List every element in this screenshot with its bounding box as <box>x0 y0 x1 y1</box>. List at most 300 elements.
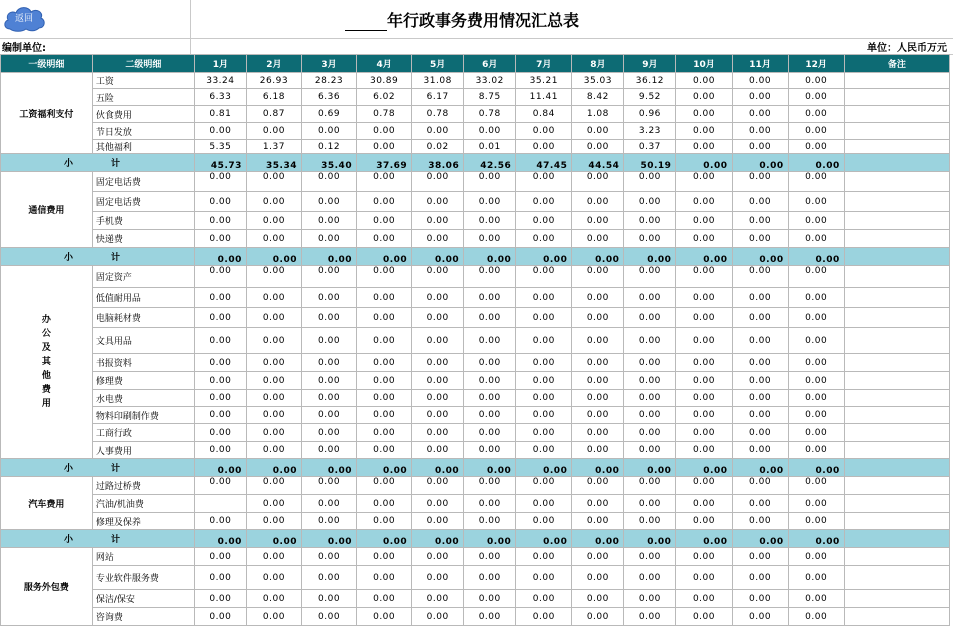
subtotal-value-cell[interactable]: 0.00 <box>301 248 356 266</box>
value-cell[interactable]: 0.00 <box>412 172 464 192</box>
item-name-cell[interactable]: 物料印刷制作费 <box>92 407 194 424</box>
value-cell[interactable]: 0.00 <box>788 123 844 140</box>
value-cell[interactable]: 0.00 <box>572 424 624 442</box>
column-header[interactable]: 一级明细 <box>1 55 93 73</box>
note-cell[interactable] <box>844 495 949 513</box>
value-cell[interactable]: 0.00 <box>732 328 788 354</box>
value-cell[interactable]: 0.00 <box>301 288 356 308</box>
value-cell[interactable]: 36.12 <box>624 73 676 89</box>
value-cell[interactable]: 0.00 <box>464 372 516 390</box>
value-cell[interactable]: 0.00 <box>301 328 356 354</box>
value-cell[interactable]: 0.00 <box>572 495 624 513</box>
value-cell[interactable]: 0.00 <box>412 288 464 308</box>
note-cell[interactable] <box>844 192 949 212</box>
value-cell[interactable]: 0.00 <box>516 354 572 372</box>
value-cell[interactable]: 0.00 <box>676 477 732 495</box>
value-cell[interactable]: 0.00 <box>194 308 246 328</box>
value-cell[interactable]: 0.00 <box>788 73 844 89</box>
item-name-cell[interactable]: 书报资料 <box>92 354 194 372</box>
value-cell[interactable]: 0.00 <box>516 192 572 212</box>
item-name-cell[interactable]: 过路过桥费 <box>92 477 194 495</box>
subtotal-value-cell[interactable]: 45.73 <box>194 154 246 172</box>
subtotal-value-cell[interactable]: 0.00 <box>676 248 732 266</box>
subtotal-value-cell[interactable]: 38.06 <box>412 154 464 172</box>
value-cell[interactable]: 0.00 <box>676 308 732 328</box>
value-cell[interactable]: 0.00 <box>357 407 412 424</box>
value-cell[interactable]: 0.78 <box>357 106 412 123</box>
value-cell[interactable]: 0.00 <box>676 354 732 372</box>
value-cell[interactable]: 0.37 <box>624 140 676 154</box>
value-cell[interactable]: 0.00 <box>788 172 844 192</box>
value-cell[interactable]: 0.00 <box>412 495 464 513</box>
subtotal-value-cell[interactable]: 35.34 <box>246 154 301 172</box>
item-name-cell[interactable]: 汽油/机油费 <box>92 495 194 513</box>
value-cell[interactable]: 0.00 <box>412 477 464 495</box>
value-cell[interactable]: 0.00 <box>246 548 301 566</box>
value-cell[interactable]: 0.00 <box>788 266 844 288</box>
subtotal-value-cell[interactable]: 0.00 <box>788 154 844 172</box>
value-cell[interactable]: 0.00 <box>464 123 516 140</box>
value-cell[interactable]: 33.02 <box>464 73 516 89</box>
value-cell[interactable]: 0.00 <box>357 123 412 140</box>
note-cell[interactable] <box>844 308 949 328</box>
value-cell[interactable]: 0.00 <box>301 513 356 530</box>
subtotal-value-cell[interactable]: 0.00 <box>676 459 732 477</box>
value-cell[interactable]: 0.00 <box>516 608 572 626</box>
value-cell[interactable]: 33.24 <box>194 73 246 89</box>
value-cell[interactable]: 0.00 <box>516 266 572 288</box>
value-cell[interactable]: 0.00 <box>788 608 844 626</box>
value-cell[interactable]: 0.00 <box>301 390 356 407</box>
subtotal-value-cell[interactable]: 0.00 <box>732 154 788 172</box>
value-cell[interactable]: 0.00 <box>676 328 732 354</box>
value-cell[interactable]: 0.00 <box>301 566 356 590</box>
value-cell[interactable]: 0.00 <box>246 590 301 608</box>
value-cell[interactable]: 0.00 <box>412 424 464 442</box>
value-cell[interactable]: 0.00 <box>357 548 412 566</box>
value-cell[interactable]: 0.00 <box>516 477 572 495</box>
value-cell[interactable]: 0.00 <box>357 230 412 248</box>
value-cell[interactable]: 0.00 <box>572 172 624 192</box>
value-cell[interactable]: 0.00 <box>412 372 464 390</box>
item-name-cell[interactable]: 修理费 <box>92 372 194 390</box>
value-cell[interactable]: 0.00 <box>464 308 516 328</box>
value-cell[interactable]: 0.00 <box>572 212 624 230</box>
value-cell[interactable]: 0.00 <box>732 372 788 390</box>
subtotal-value-cell[interactable]: 0.00 <box>246 459 301 477</box>
value-cell[interactable]: 0.00 <box>676 73 732 89</box>
subtotal-value-cell[interactable]: 0.00 <box>464 530 516 548</box>
value-cell[interactable]: 0.00 <box>194 328 246 354</box>
item-name-cell[interactable]: 低值耐用品 <box>92 288 194 308</box>
value-cell[interactable]: 3.23 <box>624 123 676 140</box>
subtotal-value-cell[interactable]: 0.00 <box>412 459 464 477</box>
value-cell[interactable]: 0.00 <box>516 566 572 590</box>
item-name-cell[interactable]: 咨询费 <box>92 608 194 626</box>
note-cell[interactable] <box>844 442 949 459</box>
note-cell[interactable] <box>844 608 949 626</box>
value-cell[interactable]: 0.00 <box>464 442 516 459</box>
note-cell[interactable] <box>844 230 949 248</box>
subtotal-value-cell[interactable]: 0.00 <box>732 459 788 477</box>
value-cell[interactable]: 0.00 <box>676 424 732 442</box>
value-cell[interactable]: 0.00 <box>412 566 464 590</box>
value-cell[interactable]: 0.00 <box>194 566 246 590</box>
value-cell[interactable]: 0.00 <box>624 513 676 530</box>
subtotal-value-cell[interactable]: 0.00 <box>357 530 412 548</box>
value-cell[interactable]: 0.00 <box>194 354 246 372</box>
value-cell[interactable]: 0.00 <box>516 230 572 248</box>
note-cell[interactable] <box>844 73 949 89</box>
subtotal-value-cell[interactable]: 35.40 <box>301 154 356 172</box>
value-cell[interactable]: 0.00 <box>788 89 844 106</box>
value-cell[interactable]: 0.00 <box>732 608 788 626</box>
value-cell[interactable]: 0.00 <box>624 172 676 192</box>
value-cell[interactable]: 0.00 <box>194 230 246 248</box>
value-cell[interactable]: 0.00 <box>788 230 844 248</box>
value-cell[interactable]: 0.00 <box>788 477 844 495</box>
value-cell[interactable]: 0.00 <box>572 288 624 308</box>
value-cell[interactable]: 0.00 <box>676 172 732 192</box>
value-cell[interactable]: 0.69 <box>301 106 356 123</box>
value-cell[interactable]: 0.78 <box>412 106 464 123</box>
value-cell[interactable]: 0.00 <box>788 390 844 407</box>
item-name-cell[interactable]: 文具用品 <box>92 328 194 354</box>
value-cell[interactable]: 0.00 <box>732 513 788 530</box>
subtotal-note-cell[interactable] <box>844 530 949 548</box>
value-cell[interactable]: 0.00 <box>676 89 732 106</box>
note-cell[interactable] <box>844 140 949 154</box>
item-name-cell[interactable]: 保洁/保安 <box>92 590 194 608</box>
value-cell[interactable]: 0.00 <box>624 372 676 390</box>
value-cell[interactable]: 0.00 <box>357 608 412 626</box>
value-cell[interactable]: 0.00 <box>516 442 572 459</box>
subtotal-value-cell[interactable]: 0.00 <box>572 248 624 266</box>
value-cell[interactable]: 0.00 <box>246 513 301 530</box>
value-cell[interactable]: 0.00 <box>464 407 516 424</box>
value-cell[interactable]: 0.00 <box>301 548 356 566</box>
value-cell[interactable]: 0.00 <box>464 212 516 230</box>
value-cell[interactable]: 0.00 <box>516 424 572 442</box>
subtotal-value-cell[interactable]: 0.00 <box>412 248 464 266</box>
value-cell[interactable]: 0.00 <box>464 230 516 248</box>
subtotal-value-cell[interactable]: 0.00 <box>516 530 572 548</box>
value-cell[interactable]: 0.00 <box>412 266 464 288</box>
value-cell[interactable]: 0.00 <box>732 212 788 230</box>
value-cell[interactable]: 0.00 <box>624 566 676 590</box>
value-cell[interactable]: 0.00 <box>357 328 412 354</box>
value-cell[interactable]: 0.00 <box>516 172 572 192</box>
value-cell[interactable]: 0.00 <box>572 140 624 154</box>
value-cell[interactable]: 0.00 <box>572 308 624 328</box>
value-cell[interactable]: 0.00 <box>301 407 356 424</box>
value-cell[interactable]: 0.00 <box>516 390 572 407</box>
value-cell[interactable]: 0.00 <box>464 424 516 442</box>
value-cell[interactable]: 0.00 <box>788 106 844 123</box>
value-cell[interactable]: 0.00 <box>624 230 676 248</box>
subtotal-value-cell[interactable]: 0.00 <box>194 530 246 548</box>
value-cell[interactable]: 0.81 <box>194 106 246 123</box>
value-cell[interactable]: 0.00 <box>412 230 464 248</box>
value-cell[interactable]: 8.42 <box>572 89 624 106</box>
value-cell[interactable]: 0.00 <box>464 513 516 530</box>
subtotal-value-cell[interactable]: 37.69 <box>357 154 412 172</box>
value-cell[interactable]: 0.84 <box>516 106 572 123</box>
value-cell[interactable]: 0.00 <box>624 354 676 372</box>
value-cell[interactable]: 0.00 <box>246 288 301 308</box>
value-cell[interactable]: 0.00 <box>676 608 732 626</box>
subtotal-value-cell[interactable]: 0.00 <box>788 459 844 477</box>
value-cell[interactable]: 0.12 <box>301 140 356 154</box>
value-cell[interactable]: 0.00 <box>676 230 732 248</box>
value-cell[interactable]: 0.00 <box>357 212 412 230</box>
value-cell[interactable]: 0.00 <box>516 288 572 308</box>
note-cell[interactable] <box>844 590 949 608</box>
value-cell[interactable]: 0.00 <box>624 288 676 308</box>
subtotal-value-cell[interactable]: 0.00 <box>357 459 412 477</box>
value-cell[interactable]: 0.00 <box>246 354 301 372</box>
value-cell[interactable]: 0.00 <box>412 212 464 230</box>
subtotal-value-cell[interactable]: 0.00 <box>516 248 572 266</box>
subtotal-value-cell[interactable]: 0.00 <box>516 459 572 477</box>
value-cell[interactable]: 0.00 <box>676 590 732 608</box>
value-cell[interactable]: 0.00 <box>301 230 356 248</box>
value-cell[interactable]: 0.00 <box>732 354 788 372</box>
item-name-cell[interactable]: 五险 <box>92 89 194 106</box>
value-cell[interactable]: 0.00 <box>464 566 516 590</box>
value-cell[interactable]: 1.08 <box>572 106 624 123</box>
subtotal-value-cell[interactable]: 0.00 <box>676 154 732 172</box>
value-cell[interactable]: 0.00 <box>246 266 301 288</box>
value-cell[interactable]: 0.87 <box>246 106 301 123</box>
subtotal-value-cell[interactable]: 0.00 <box>464 248 516 266</box>
value-cell[interactable]: 0.00 <box>357 266 412 288</box>
item-name-cell[interactable]: 网站 <box>92 548 194 566</box>
value-cell[interactable]: 0.00 <box>624 424 676 442</box>
value-cell[interactable]: 0.00 <box>246 608 301 626</box>
value-cell[interactable]: 0.00 <box>412 192 464 212</box>
value-cell[interactable]: 0.00 <box>624 212 676 230</box>
column-header[interactable]: 10月 <box>676 55 732 73</box>
value-cell[interactable]: 0.00 <box>194 192 246 212</box>
note-cell[interactable] <box>844 172 949 192</box>
value-cell[interactable]: 0.00 <box>412 548 464 566</box>
value-cell[interactable]: 0.00 <box>464 477 516 495</box>
value-cell[interactable]: 0.00 <box>788 548 844 566</box>
subtotal-value-cell[interactable]: 0.00 <box>624 248 676 266</box>
value-cell[interactable]: 0.00 <box>624 328 676 354</box>
column-header[interactable]: 6月 <box>464 55 516 73</box>
value-cell[interactable]: 0.00 <box>732 590 788 608</box>
note-cell[interactable] <box>844 390 949 407</box>
value-cell[interactable]: 0.00 <box>412 308 464 328</box>
value-cell[interactable]: 0.00 <box>676 442 732 459</box>
value-cell[interactable]: 0.00 <box>357 372 412 390</box>
item-name-cell[interactable]: 人事费用 <box>92 442 194 459</box>
value-cell[interactable]: 0.00 <box>732 89 788 106</box>
value-cell[interactable]: 0.00 <box>301 266 356 288</box>
value-cell[interactable]: 0.00 <box>788 495 844 513</box>
value-cell[interactable]: 0.00 <box>516 513 572 530</box>
value-cell[interactable]: 0.00 <box>788 212 844 230</box>
note-cell[interactable] <box>844 288 949 308</box>
subtotal-value-cell[interactable]: 0.00 <box>246 530 301 548</box>
value-cell[interactable]: 0.00 <box>246 123 301 140</box>
value-cell[interactable]: 0.00 <box>194 390 246 407</box>
value-cell[interactable]: 0.00 <box>464 172 516 192</box>
value-cell[interactable]: 0.00 <box>788 424 844 442</box>
category-cell[interactable]: 办 公 及 其 他 费 用 <box>1 266 93 459</box>
value-cell[interactable]: 0.78 <box>464 106 516 123</box>
subtotal-value-cell[interactable]: 0.00 <box>301 459 356 477</box>
column-header[interactable]: 11月 <box>732 55 788 73</box>
value-cell[interactable]: 0.00 <box>732 407 788 424</box>
value-cell[interactable]: 0.00 <box>572 608 624 626</box>
value-cell[interactable]: 35.21 <box>516 73 572 89</box>
value-cell[interactable]: 31.08 <box>412 73 464 89</box>
value-cell[interactable]: 8.75 <box>464 89 516 106</box>
value-cell[interactable]: 0.00 <box>676 566 732 590</box>
value-cell[interactable]: 0.00 <box>301 442 356 459</box>
value-cell[interactable]: 0.00 <box>301 477 356 495</box>
column-header[interactable]: 8月 <box>572 55 624 73</box>
item-name-cell[interactable]: 工资 <box>92 73 194 89</box>
value-cell[interactable]: 0.00 <box>732 73 788 89</box>
value-cell[interactable]: 0.00 <box>676 266 732 288</box>
value-cell[interactable]: 0.00 <box>464 590 516 608</box>
subtotal-value-cell[interactable]: 0.00 <box>788 248 844 266</box>
value-cell[interactable]: 0.00 <box>246 192 301 212</box>
value-cell[interactable]: 0.00 <box>732 172 788 192</box>
value-cell[interactable]: 0.00 <box>732 140 788 154</box>
value-cell[interactable]: 28.23 <box>301 73 356 89</box>
value-cell[interactable]: 0.00 <box>357 477 412 495</box>
value-cell[interactable]: 0.00 <box>194 372 246 390</box>
subtotal-note-cell[interactable] <box>844 154 949 172</box>
value-cell[interactable]: 0.00 <box>732 266 788 288</box>
value-cell[interactable]: 0.00 <box>788 192 844 212</box>
value-cell[interactable]: 0.00 <box>516 548 572 566</box>
value-cell[interactable]: 0.00 <box>732 288 788 308</box>
value-cell[interactable]: 0.00 <box>246 172 301 192</box>
value-cell[interactable]: 35.03 <box>572 73 624 89</box>
value-cell[interactable]: 0.00 <box>194 212 246 230</box>
value-cell[interactable]: 0.00 <box>194 608 246 626</box>
value-cell[interactable]: 0.00 <box>246 308 301 328</box>
value-cell[interactable]: 0.00 <box>301 354 356 372</box>
value-cell[interactable]: 0.00 <box>516 407 572 424</box>
value-cell[interactable]: 0.00 <box>676 407 732 424</box>
subtotal-value-cell[interactable]: 44.54 <box>572 154 624 172</box>
value-cell[interactable]: 0.00 <box>246 407 301 424</box>
value-cell[interactable]: 0.00 <box>676 548 732 566</box>
value-cell[interactable]: 6.18 <box>246 89 301 106</box>
value-cell[interactable]: 0.00 <box>624 590 676 608</box>
value-cell[interactable]: 0.00 <box>464 354 516 372</box>
value-cell[interactable]: 0.00 <box>412 442 464 459</box>
value-cell[interactable]: 0.00 <box>301 212 356 230</box>
value-cell[interactable]: 0.00 <box>516 140 572 154</box>
value-cell[interactable]: 0.00 <box>357 513 412 530</box>
value-cell[interactable]: 0.00 <box>572 372 624 390</box>
column-header[interactable]: 12月 <box>788 55 844 73</box>
value-cell[interactable]: 0.00 <box>194 477 246 495</box>
value-cell[interactable]: 0.00 <box>788 140 844 154</box>
value-cell[interactable]: 0.00 <box>572 230 624 248</box>
value-cell[interactable]: 0.00 <box>732 123 788 140</box>
value-cell[interactable]: 0.02 <box>412 140 464 154</box>
value-cell[interactable]: 0.00 <box>624 477 676 495</box>
value-cell[interactable]: 0.00 <box>732 566 788 590</box>
value-cell[interactable]: 0.01 <box>464 140 516 154</box>
value-cell[interactable]: 11.41 <box>516 89 572 106</box>
value-cell[interactable]: 0.00 <box>572 390 624 407</box>
value-cell[interactable]: 0.00 <box>572 477 624 495</box>
value-cell[interactable]: 0.00 <box>246 442 301 459</box>
value-cell[interactable] <box>194 495 246 513</box>
value-cell[interactable]: 0.00 <box>676 288 732 308</box>
item-name-cell[interactable]: 其他福利 <box>92 140 194 154</box>
column-header[interactable]: 1月 <box>194 55 246 73</box>
value-cell[interactable]: 0.00 <box>624 308 676 328</box>
note-cell[interactable] <box>844 566 949 590</box>
item-name-cell[interactable]: 修理及保养 <box>92 513 194 530</box>
value-cell[interactable]: 0.00 <box>412 407 464 424</box>
value-cell[interactable]: 0.00 <box>246 566 301 590</box>
value-cell[interactable]: 0.00 <box>464 495 516 513</box>
value-cell[interactable]: 0.00 <box>464 548 516 566</box>
subtotal-value-cell[interactable]: 42.56 <box>464 154 516 172</box>
note-cell[interactable] <box>844 513 949 530</box>
value-cell[interactable]: 0.00 <box>464 328 516 354</box>
value-cell[interactable]: 0.00 <box>788 354 844 372</box>
value-cell[interactable]: 0.00 <box>572 266 624 288</box>
value-cell[interactable]: 0.00 <box>732 390 788 407</box>
note-cell[interactable] <box>844 123 949 140</box>
note-cell[interactable] <box>844 106 949 123</box>
value-cell[interactable]: 0.00 <box>246 230 301 248</box>
value-cell[interactable]: 0.00 <box>516 328 572 354</box>
value-cell[interactable]: 0.00 <box>676 513 732 530</box>
value-cell[interactable]: 0.00 <box>572 442 624 459</box>
note-cell[interactable] <box>844 407 949 424</box>
value-cell[interactable]: 0.00 <box>194 590 246 608</box>
subtotal-value-cell[interactable]: 0.00 <box>246 248 301 266</box>
item-name-cell[interactable]: 伙食费用 <box>92 106 194 123</box>
value-cell[interactable]: 0.00 <box>788 372 844 390</box>
value-cell[interactable]: 0.00 <box>732 424 788 442</box>
value-cell[interactable]: 0.00 <box>412 328 464 354</box>
value-cell[interactable]: 0.00 <box>624 192 676 212</box>
value-cell[interactable]: 0.00 <box>624 548 676 566</box>
value-cell[interactable]: 0.00 <box>194 424 246 442</box>
column-header[interactable]: 二级明细 <box>92 55 194 73</box>
value-cell[interactable]: 0.00 <box>301 608 356 626</box>
value-cell[interactable]: 0.96 <box>624 106 676 123</box>
value-cell[interactable]: 6.17 <box>412 89 464 106</box>
value-cell[interactable]: 0.00 <box>301 495 356 513</box>
value-cell[interactable]: 0.00 <box>676 390 732 407</box>
value-cell[interactable]: 0.00 <box>516 372 572 390</box>
subtotal-value-cell[interactable]: 0.00 <box>788 530 844 548</box>
value-cell[interactable]: 0.00 <box>624 495 676 513</box>
value-cell[interactable]: 0.00 <box>412 354 464 372</box>
value-cell[interactable]: 0.00 <box>357 390 412 407</box>
note-cell[interactable] <box>844 89 949 106</box>
value-cell[interactable]: 0.00 <box>412 123 464 140</box>
value-cell[interactable]: 0.00 <box>246 390 301 407</box>
value-cell[interactable]: 0.00 <box>412 590 464 608</box>
